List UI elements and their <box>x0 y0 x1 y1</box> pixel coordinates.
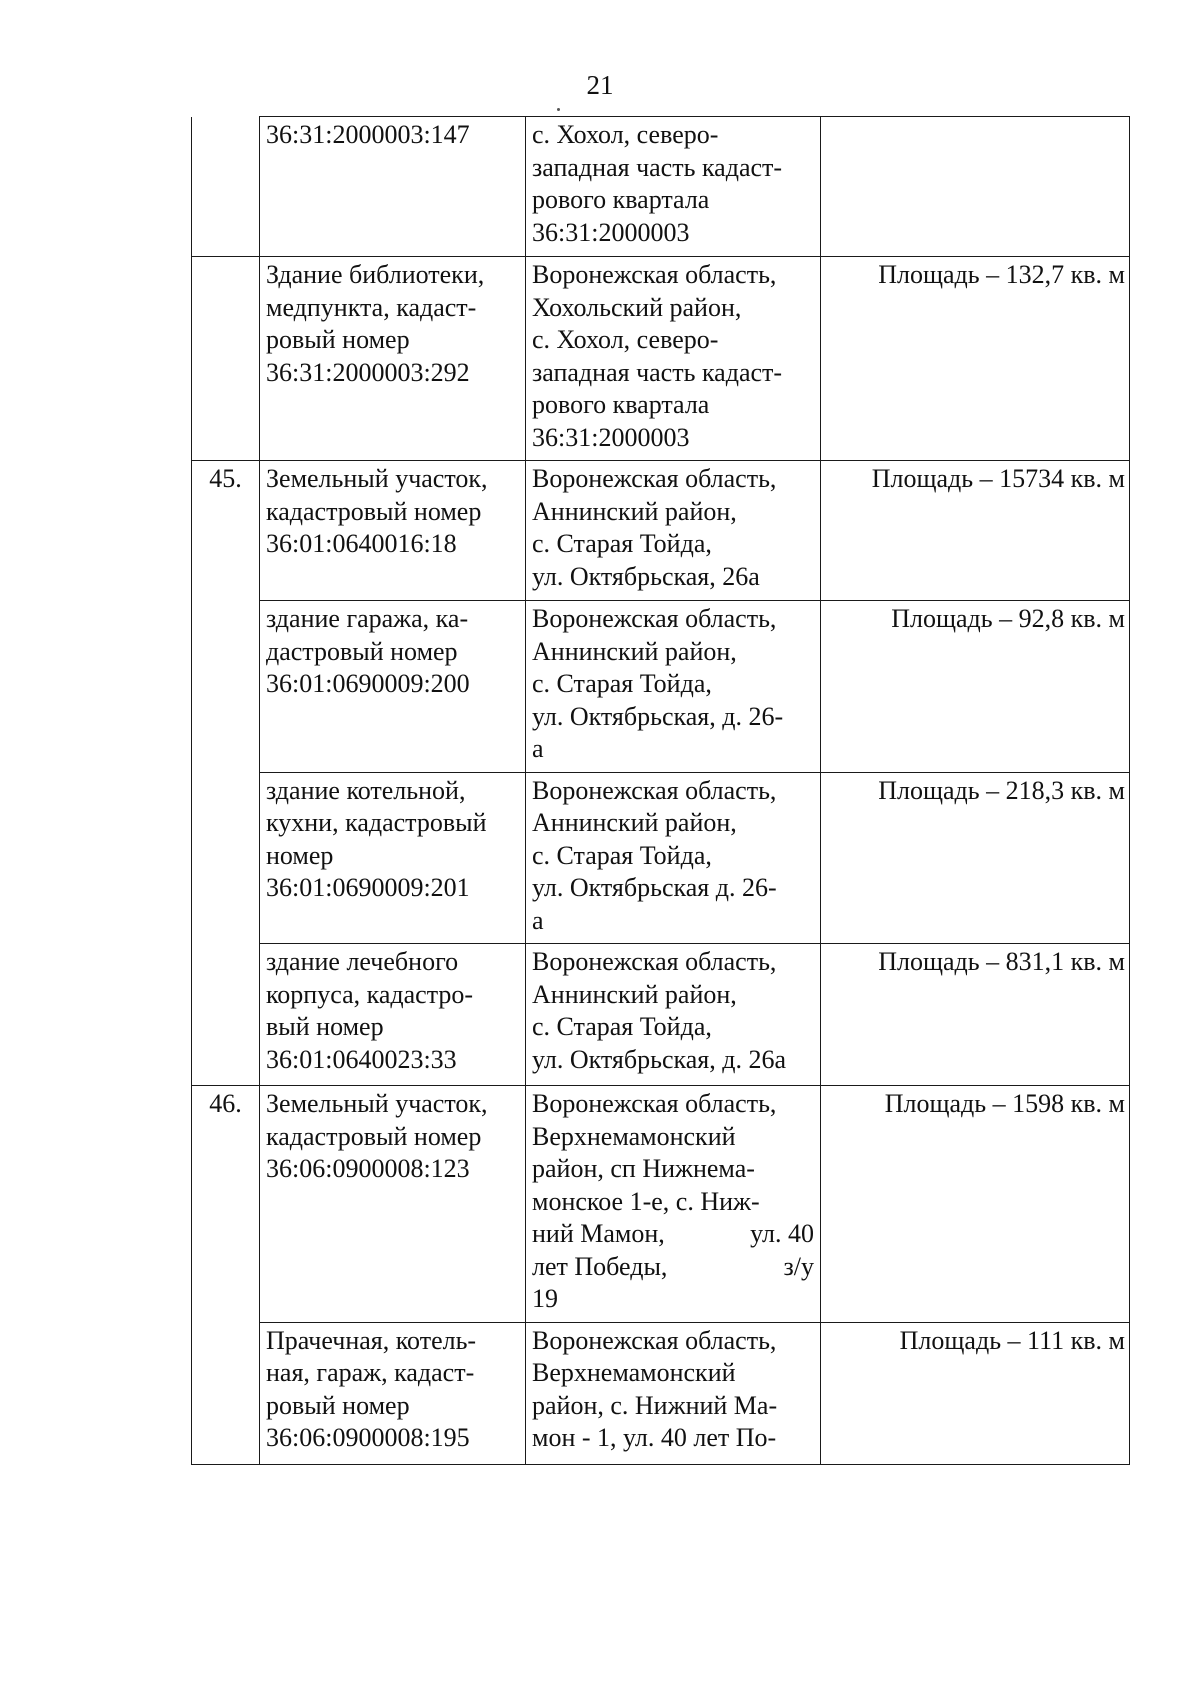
address-line-part: з/у <box>783 1251 814 1281</box>
object-line: ровый номер <box>266 1390 410 1420</box>
characteristic-cell <box>821 1322 1130 1464</box>
object-line: 36:31:2000003:147 <box>266 120 470 149</box>
address-line: 19 <box>532 1284 558 1313</box>
address-line: мон - 1, ул. 40 лет По- <box>532 1423 777 1452</box>
address-line: западная часть кадаст- <box>532 152 783 182</box>
address-line: а <box>532 905 544 935</box>
table-row <box>192 257 1130 461</box>
object-line: здание гаража, ка- <box>266 604 469 633</box>
table-row <box>192 601 1130 773</box>
area-value: Площадь – 831,1 кв. м <box>878 947 1125 976</box>
address-cell <box>526 117 821 257</box>
address-line: Верхнемамонский <box>532 1121 736 1151</box>
address-line: Аннинский район, <box>532 808 737 837</box>
address-line: Хохольский район, <box>532 292 742 322</box>
address-line: с. Хохол, северо- <box>532 325 719 354</box>
object-line: 36:01:0690009:200 <box>266 669 470 698</box>
object-cell <box>260 117 526 257</box>
table-row <box>192 461 1130 601</box>
characteristic-cell <box>821 772 1130 944</box>
object-cell <box>260 461 526 601</box>
object-cell <box>260 772 526 944</box>
address-line: 36:31:2000003 <box>532 217 690 247</box>
row-number: 45. <box>209 464 242 493</box>
characteristic-cell <box>821 1086 1130 1323</box>
area-value: Площадь – 92,8 кв. м <box>891 604 1125 633</box>
address-line: Воронежская область, <box>532 1325 777 1355</box>
address-cell <box>526 257 821 461</box>
area-value: Площадь – 132,7 кв. м <box>878 260 1125 289</box>
row-number-cell <box>192 117 260 257</box>
address-line: с. Старая Тойда, <box>532 529 712 558</box>
address-cell <box>526 1086 821 1323</box>
address-line: с. Хохол, северо- <box>532 120 719 149</box>
row-number-cell <box>192 772 260 944</box>
address-line: рового квартала <box>532 390 710 419</box>
address-line: Аннинский район, <box>532 496 737 526</box>
area-value: Площадь – 218,3 кв. м <box>878 775 1125 805</box>
address-cell <box>526 1322 821 1464</box>
address-line: с. Старая Тойда, <box>532 1012 712 1041</box>
address-line: 36:31:2000003 <box>532 422 690 452</box>
table-row <box>192 1086 1130 1323</box>
object-line: кухни, кадастровый <box>266 808 487 837</box>
address-cell <box>526 461 821 601</box>
address-line: Аннинский район, <box>532 636 737 666</box>
area-value: Площадь – 1598 кв. м <box>884 1089 1125 1118</box>
characteristic-cell <box>821 257 1130 461</box>
address-line: западная часть кадаст- <box>532 357 783 387</box>
address-cell <box>526 772 821 944</box>
characteristic-cell <box>821 117 1130 257</box>
row-number-cell <box>192 944 260 1086</box>
address-line: ул. Октябрьская, 26а <box>532 561 760 591</box>
table-body <box>192 117 1130 1465</box>
table-row <box>192 1322 1130 1464</box>
object-cell <box>260 1086 526 1323</box>
object-line: 36:06:0900008:123 <box>266 1154 470 1183</box>
address-cell <box>526 944 821 1086</box>
address-cell <box>526 601 821 773</box>
address-line: район, сп Нижнема- <box>532 1154 755 1183</box>
object-line: 36:01:0690009:201 <box>266 873 470 902</box>
characteristic-cell <box>821 461 1130 601</box>
object-line: ная, гараж, кадаст- <box>266 1358 475 1387</box>
area-value: Площадь – 15734 кв. м <box>871 464 1125 493</box>
address-line: Воронежская область, <box>532 947 777 976</box>
object-line: корпуса, кадастро- <box>266 979 474 1009</box>
object-line: здание котельной, <box>266 775 466 805</box>
address-line-part: ний Мамон, <box>532 1219 665 1248</box>
address-line: район, с. Нижний Ма- <box>532 1390 778 1420</box>
property-table-wrapper <box>191 116 1130 1465</box>
characteristic-cell <box>821 601 1130 773</box>
table-row <box>192 772 1130 944</box>
object-line: 36:31:2000003:292 <box>266 357 470 387</box>
address-line: с. Старая Тойда, <box>532 669 712 698</box>
address-line: Воронежская область, <box>532 775 777 805</box>
page-number: 21 <box>586 70 614 100</box>
object-cell <box>260 944 526 1086</box>
address-line: а <box>532 734 544 763</box>
object-line: вый номер <box>266 1012 384 1041</box>
address-line: Аннинский район, <box>532 979 737 1009</box>
row-number-cell <box>192 1086 260 1323</box>
object-line: Прачечная, котель- <box>266 1325 477 1355</box>
characteristic-cell <box>821 944 1130 1086</box>
object-line: Здание библиотеки, <box>266 260 485 289</box>
address-line: ул. Октябрьская, д. 26а <box>532 1044 787 1074</box>
address-line-part: ул. 40 <box>750 1219 814 1248</box>
object-cell <box>260 257 526 461</box>
address-line: рового квартала <box>532 185 710 214</box>
address-line-part: лет Победы, <box>532 1251 668 1281</box>
object-cell <box>260 601 526 773</box>
object-cell <box>260 1322 526 1464</box>
object-line: 36:06:0900008:195 <box>266 1423 470 1452</box>
object-line: здание лечебного <box>266 947 459 976</box>
object-line: Земельный участок, <box>266 1089 488 1118</box>
table-row <box>192 117 1130 257</box>
row-number-cell <box>192 461 260 601</box>
object-line: ровый номер <box>266 325 410 354</box>
address-line: Воронежская область, <box>532 260 777 289</box>
address-line <box>532 1218 814 1251</box>
address-line: Воронежская область, <box>532 1089 777 1118</box>
object-line: номер <box>266 840 334 870</box>
address-line: Воронежская область, <box>532 604 777 633</box>
object-line: кадастровый номер <box>266 496 482 526</box>
object-line: Земельный участок, <box>266 464 488 493</box>
address-line: ул. Октябрьская д. 26- <box>532 873 777 902</box>
address-line: Верхнемамонский <box>532 1358 736 1387</box>
row-number-cell <box>192 601 260 773</box>
table-row <box>192 944 1130 1086</box>
area-value: Площадь – 111 кв. м <box>899 1325 1125 1355</box>
row-number-cell <box>192 257 260 461</box>
address-line: Воронежская область, <box>532 464 777 493</box>
address-line: монское 1-е, с. Ниж- <box>532 1186 760 1216</box>
scan-dot <box>557 108 560 111</box>
object-line: медпункта, кадаст- <box>266 292 477 322</box>
row-number-cell <box>192 1322 260 1464</box>
property-table <box>191 116 1130 1465</box>
object-line: 36:01:0640016:18 <box>266 529 457 558</box>
address-line <box>532 1251 814 1284</box>
object-line: кадастровый номер <box>266 1121 482 1151</box>
object-line: 36:01:0640023:33 <box>266 1044 457 1074</box>
object-line: дастровый номер <box>266 636 458 666</box>
address-line: ул. Октябрьская, д. 26- <box>532 701 784 731</box>
row-number: 46. <box>209 1089 242 1118</box>
address-line: с. Старая Тойда, <box>532 840 712 870</box>
